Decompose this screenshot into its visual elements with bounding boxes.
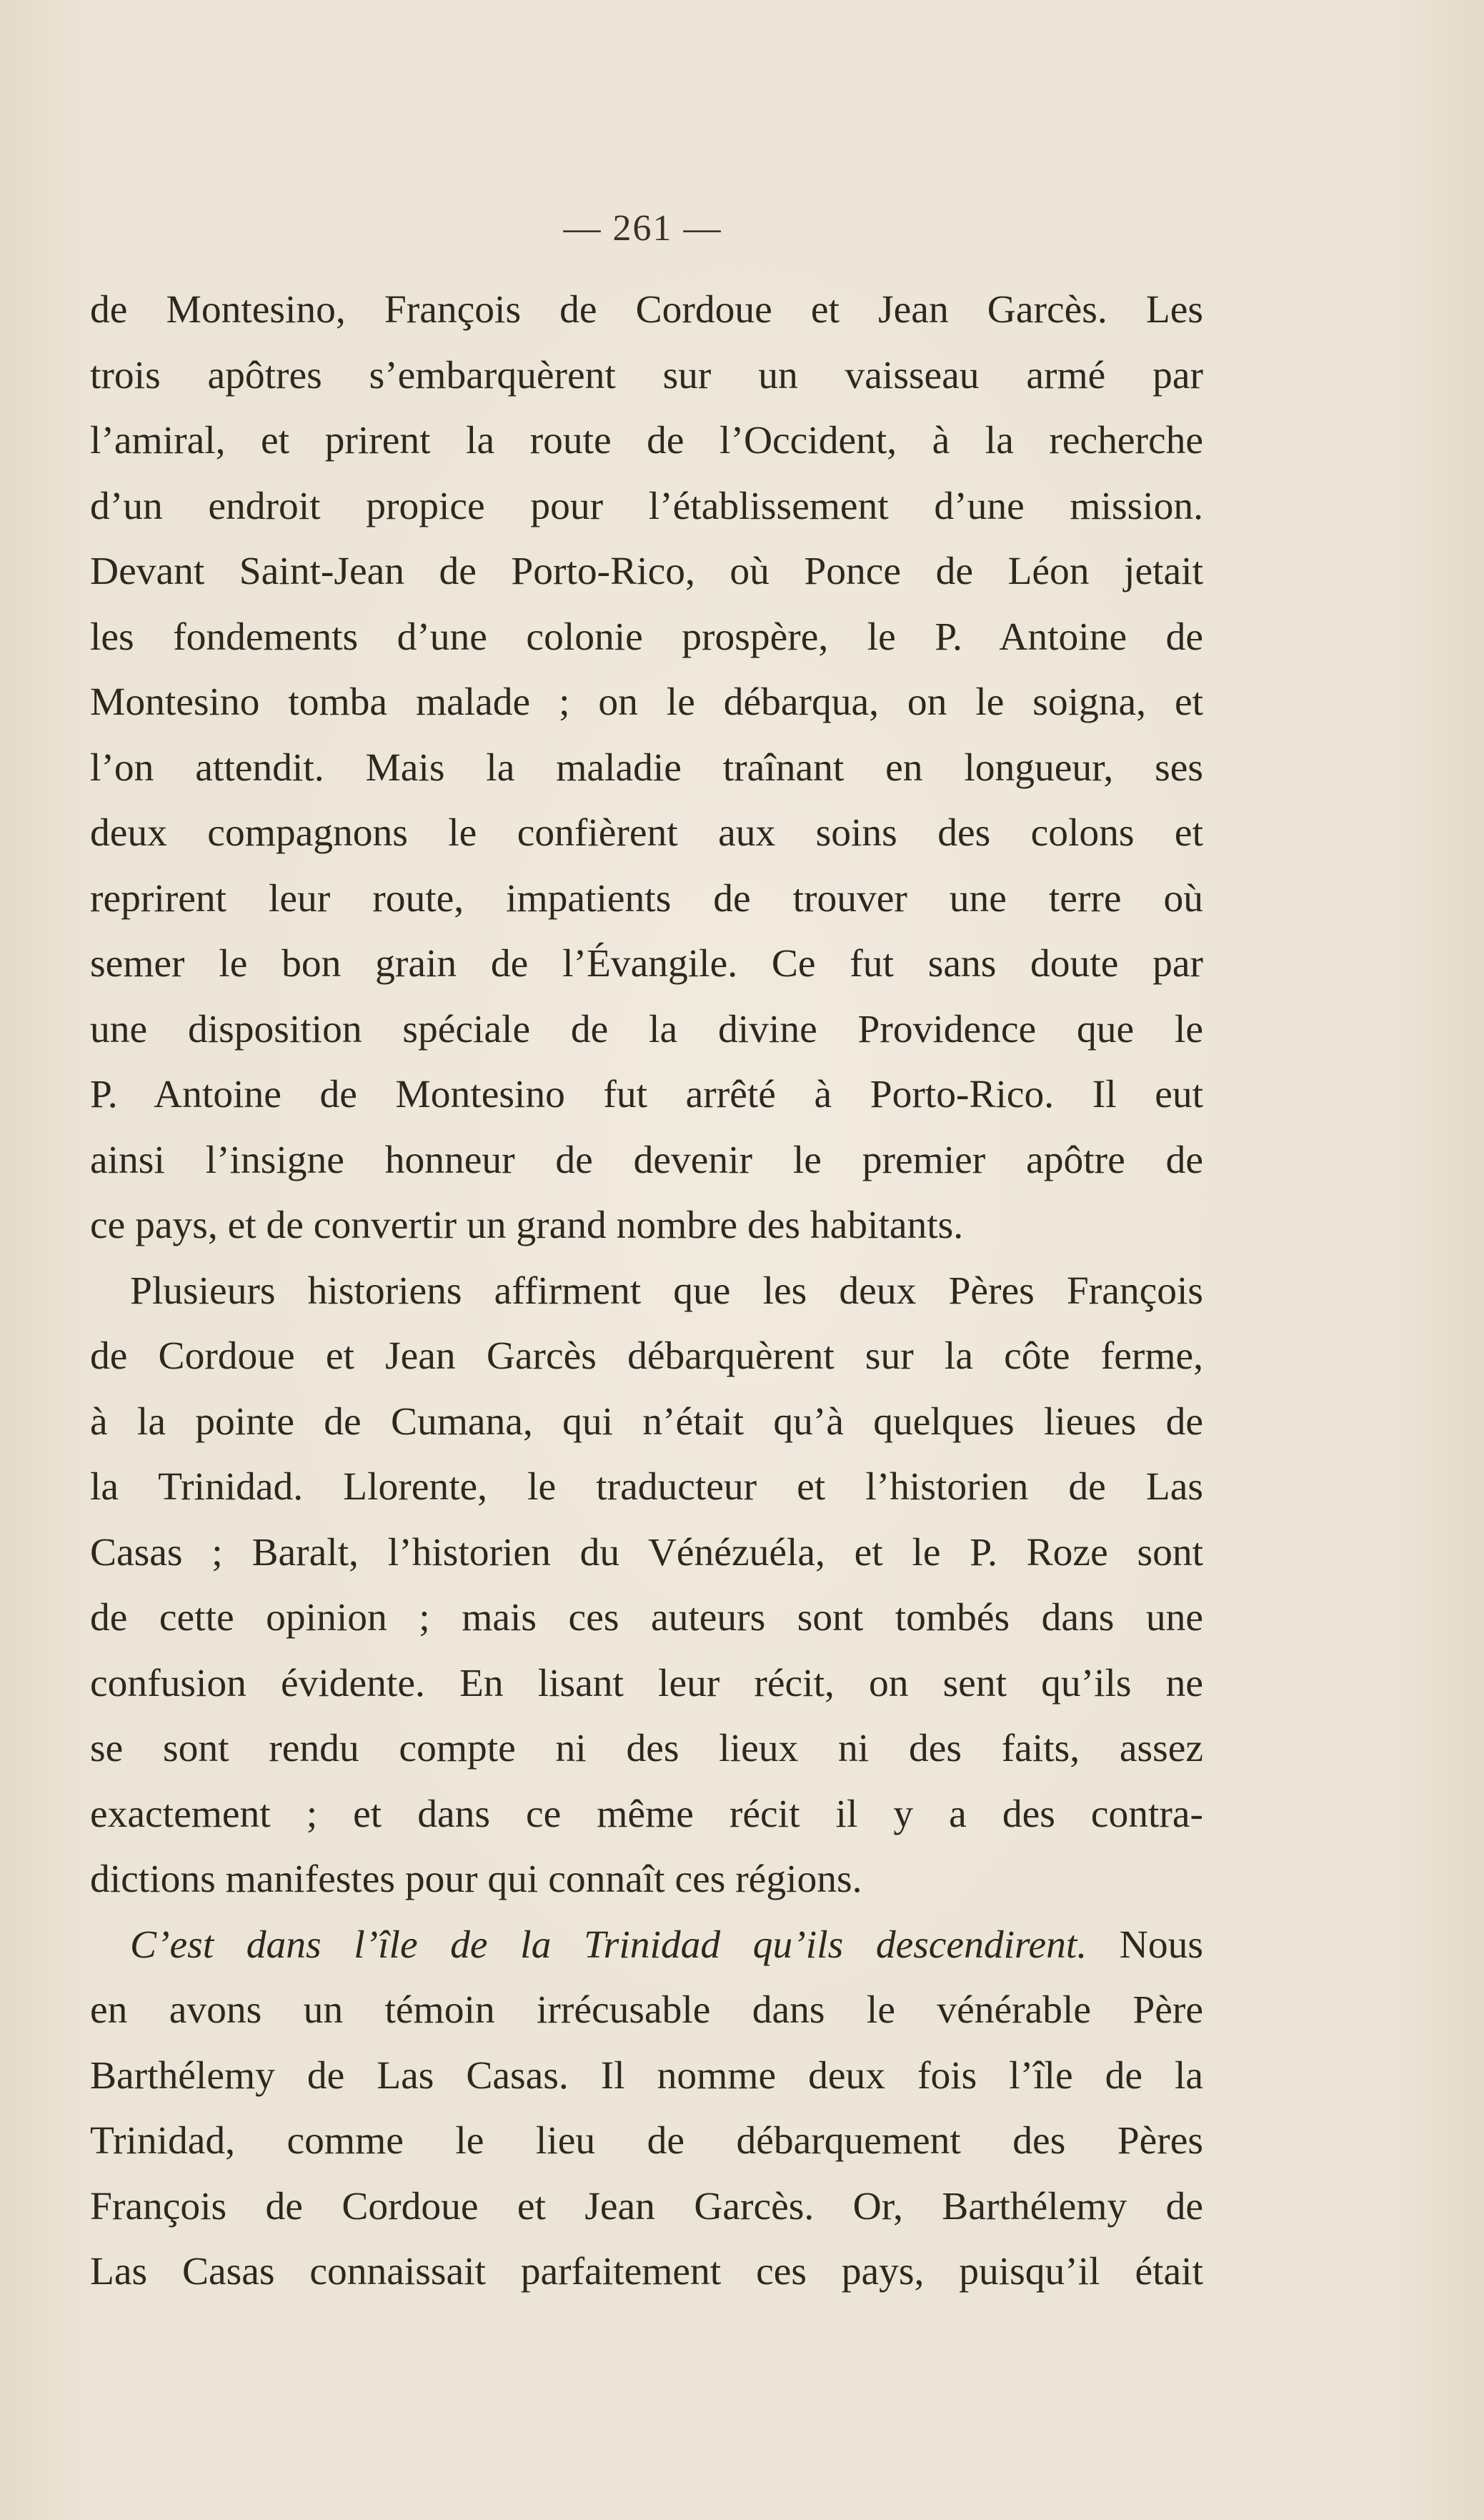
text-line: l’on attendit. Mais la maladie traînant en longueur, ses xyxy=(90,745,1203,790)
page-number: — 261 — xyxy=(563,208,722,249)
text-line: Devant Saint-Jean de Porto-Rico, où Ponce de Léon jetait xyxy=(90,550,1203,593)
text-line: les fondements d’une colonie prospère, le P. Antoine de xyxy=(90,615,1203,659)
text-line: Las Casas connaissait parfaitement ces pays, puisqu’il était xyxy=(90,2250,1203,2293)
text-line: ainsi l’insigne honneur de devenir le premier apôtre de xyxy=(90,1138,1203,1182)
text-line: en avons un témoin irrécusable dans le vénérable Père xyxy=(90,1988,1203,2032)
text-line: Plusieurs historiens affirment que les deux Pères François xyxy=(130,1269,1203,1313)
text-line: une disposition spéciale de la divine Providence que le xyxy=(90,1007,1203,1051)
text-line: Trinidad, comme le lieu de débarquement des Pères xyxy=(90,2119,1203,2163)
italic-emphasis: C’est dans l’île de la Trinidad qu’ils descendirent. xyxy=(130,1923,1087,1967)
text-line: exactement ; et dans ce même récit il y a des contra- xyxy=(90,1792,1203,1836)
text-line: à la pointe de Cumana, qui n’était qu’à quelques lieues de xyxy=(90,1399,1203,1444)
text-line: Montesino tomba malade ; on le débarqua, on le soigna, et xyxy=(90,680,1203,724)
text-line: confusion évidente. En lisant leur récit, on sent qu’ils ne xyxy=(90,1661,1203,1705)
text-line: d’un endroit propice pour l’établissement d’une mission. xyxy=(90,484,1203,528)
text-line: François de Cordoue et Jean Garcès. Or, Barthélemy de xyxy=(90,2184,1203,2228)
text-line: la Trinidad. Llorente, le traducteur et l’historien de Las xyxy=(90,1465,1203,1509)
text-fragment: Nous xyxy=(1087,1923,1203,1967)
text-line: de Montesino, François de Cordoue et Jean Garcès. Les xyxy=(90,288,1203,332)
text-line: de Cordoue et Jean Garcès débarquèrent sur la côte ferme, xyxy=(90,1334,1203,1378)
text-line: P. Antoine de Montesino fut arrêté à Porto-Rico. Il eut xyxy=(90,1073,1203,1116)
text-line: ce pays, et de convertir un grand nombre des habitants. xyxy=(90,1204,964,1247)
paragraph-2 xyxy=(90,1259,1203,1913)
paragraph-3 xyxy=(90,1913,1203,2305)
body-text xyxy=(90,277,1203,2305)
text-line: semer le bon grain de l’Évangile. Ce fut sans doute par xyxy=(90,942,1203,986)
text-line: dictions manifestes pour qui connaît ces régions. xyxy=(90,1857,862,1901)
text-line: trois apôtres s’embarquèrent sur un vaisseau armé par xyxy=(90,353,1203,397)
text-line: de cette opinion ; mais ces auteurs sont tombés dans une xyxy=(90,1596,1203,1640)
text-line: se sont rendu compte ni des lieux ni des faits, assez xyxy=(90,1727,1203,1770)
text-line: Casas ; Baralt, l’historien du Vénézuéla, et le P. Roze sont xyxy=(90,1530,1203,1574)
paragraph-1 xyxy=(90,277,1203,1259)
text-line: deux compagnons le confièrent aux soins des colons et xyxy=(90,811,1203,855)
text-line: l’amiral, et prirent la route de l’Occident, à la recherche xyxy=(90,419,1203,462)
text-line: reprirent leur route, impatients de trouver une terre où xyxy=(90,876,1203,921)
text-line: Barthélemy de Las Casas. Il nomme deux fois l’île de la xyxy=(90,2053,1203,2098)
text-line xyxy=(90,1913,1203,1978)
